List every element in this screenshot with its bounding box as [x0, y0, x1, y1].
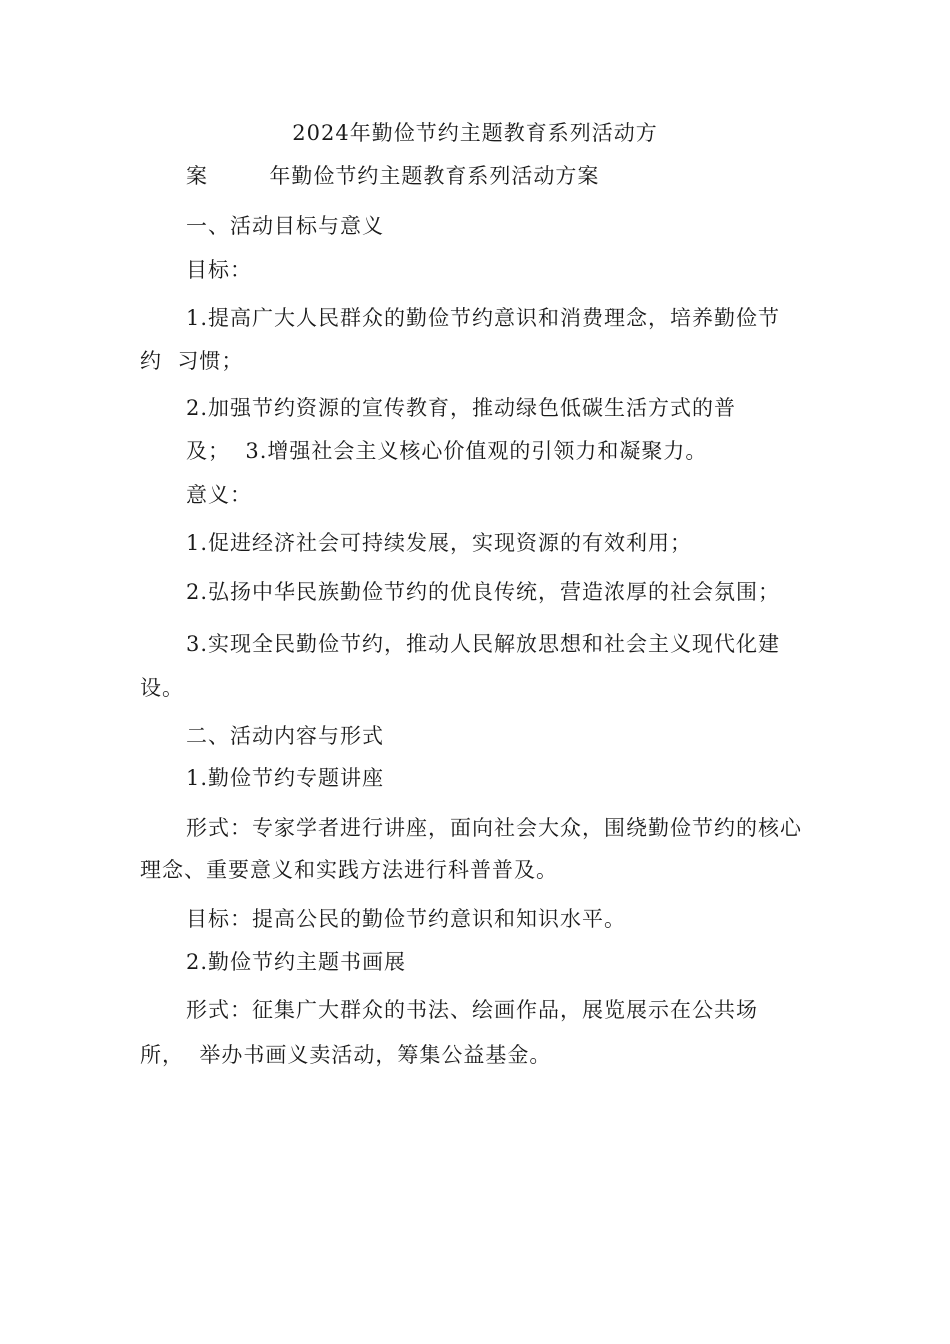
document-title: 2024年勤俭节约主题教育系列活动方 [292, 121, 658, 145]
subheading: 目标： [186, 258, 252, 282]
paragraph-line: 形式：征集广大群众的书法、绘画作品，展览展示在公共场 [186, 998, 758, 1022]
paragraph-line: 理念、重要意义和实践方法进行科普普及。 [140, 858, 558, 882]
subheading: 意义： [186, 483, 252, 507]
subheading: 2.勤俭节约主题书画展 [186, 950, 407, 974]
document-title-continuation: 案 年勤俭节约主题教育系列活动方案 [186, 164, 600, 188]
paragraph-line: 目标：提高公民的勤俭节约意识和知识水平。 [186, 907, 626, 931]
paragraph-line: 1.促进经济社会可持续发展，实现资源的有效利用； [186, 531, 693, 555]
paragraph-line: 及； 3.增强社会主义核心价值观的引领力和凝聚力。 [186, 439, 708, 463]
paragraph-line: 约 习惯； [140, 349, 244, 373]
section-heading: 一、活动目标与意义 [186, 214, 384, 238]
subheading: 1.勤俭节约专题讲座 [186, 766, 385, 790]
paragraph-line: 1.提高广大人民群众的勤俭节约意识和消费理念，培养勤俭节 [186, 306, 781, 330]
paragraph-line: 2.弘扬中华民族勤俭节约的优良传统，营造浓厚的社会氛围； [186, 580, 781, 604]
paragraph-line: 设。 [140, 676, 184, 700]
paragraph-line: 形式：专家学者进行讲座，面向社会大众，围绕勤俭节约的核心 [186, 816, 802, 840]
paragraph-line: 3.实现全民勤俭节约，推动人民解放思想和社会主义现代化建 [186, 632, 781, 656]
paragraph-line: 所， 举办书画义卖活动，筹集公益基金。 [140, 1043, 552, 1067]
section-heading: 二、活动内容与形式 [186, 724, 384, 748]
paragraph-line: 2.加强节约资源的宣传教育，推动绿色低碳生活方式的普 [186, 396, 737, 420]
